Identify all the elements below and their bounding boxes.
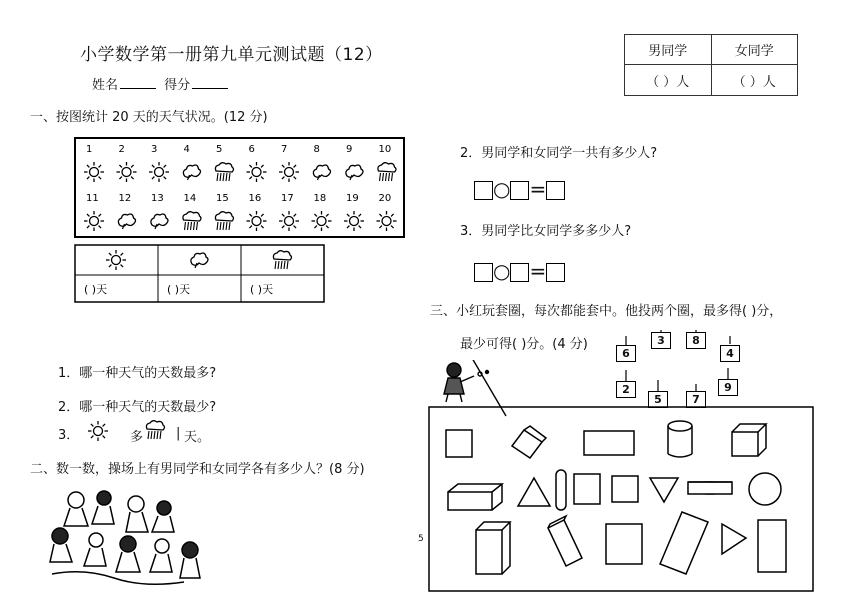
- section3-line1: 三、小红玩套圈，每次都能套中。他投两个圈，最多得( )分，: [430, 304, 783, 319]
- tally-cell-rain[interactable]: ( )天: [250, 283, 274, 296]
- peg-number: 8: [686, 332, 706, 349]
- eq1-op: ○: [493, 177, 511, 201]
- cloud-icon: [151, 214, 168, 229]
- day-number: 8: [313, 144, 320, 155]
- rain-icon: [215, 163, 233, 181]
- day-number: 6: [248, 144, 255, 155]
- sun-icon: [86, 420, 110, 442]
- page-number: 5: [418, 534, 424, 544]
- day-number: 19: [346, 193, 359, 204]
- cloud-icon: [191, 253, 208, 268]
- eq1-box-result[interactable]: [546, 181, 565, 200]
- score-blank[interactable]: [192, 76, 228, 89]
- q3-days-text: 天。: [184, 430, 211, 445]
- question-least-weather: 2．哪一种天气的天数最少?: [58, 400, 217, 415]
- question-most-weather: 1．哪一种天气的天数最多?: [58, 366, 217, 381]
- weather-tally-table: [74, 244, 326, 304]
- day-number: 17: [281, 193, 294, 204]
- section3-line2: 最少可得( )分。(4 分): [460, 337, 588, 352]
- day-number: 20: [378, 193, 392, 204]
- gender-count-table: [624, 34, 798, 96]
- score-label: 得分: [164, 78, 191, 93]
- name-score-row: [92, 74, 232, 93]
- day-number: 13: [151, 193, 164, 204]
- day-number: 9: [346, 144, 353, 155]
- sun-icon: [247, 211, 267, 231]
- day-number: 4: [183, 144, 190, 155]
- day-number: 2: [118, 144, 125, 155]
- equation-total[interactable]: [474, 176, 565, 202]
- name-label: 姓名: [92, 78, 119, 93]
- day-number: 1: [86, 144, 93, 155]
- geometric-shapes-panel: [428, 406, 814, 592]
- girls-count-cell[interactable]: （ ）人: [711, 65, 798, 96]
- sun-icon: [279, 211, 299, 231]
- eq1-equals: =: [529, 177, 547, 201]
- day-number: 16: [248, 193, 262, 204]
- sun-icon: [106, 250, 126, 270]
- girls-header: 女同学: [711, 35, 798, 65]
- day-number: 14: [183, 193, 197, 204]
- day-number: 18: [313, 193, 327, 204]
- sun-icon: [84, 162, 104, 182]
- boys-count-cell[interactable]: （ ）人: [625, 65, 712, 96]
- tally-cell-sun[interactable]: ( )天: [84, 283, 108, 296]
- weather-calendar-grid: [74, 137, 406, 239]
- sun-icon: [117, 162, 137, 182]
- rain-icon: [183, 212, 201, 230]
- eq2-box-b[interactable]: [510, 263, 529, 282]
- q3-number: 3．: [58, 428, 80, 443]
- q3-answer-blank[interactable]: |: [176, 426, 181, 441]
- cloud-icon: [346, 165, 363, 180]
- equation-difference[interactable]: [474, 258, 565, 284]
- rain-icon: [143, 419, 167, 441]
- page-title: 小学数学第一册第九单元测试题（12）: [80, 45, 383, 65]
- sun-icon: [247, 162, 267, 182]
- peg-number: 2: [616, 381, 636, 398]
- day-number: 5: [216, 144, 223, 155]
- question-difference: 3．男同学比女同学多多少人?: [460, 224, 632, 239]
- peg-number: 5: [648, 391, 668, 408]
- peg-number: 7: [686, 391, 706, 408]
- day-number: 12: [118, 193, 132, 204]
- sun-icon: [279, 162, 299, 182]
- day-number: 10: [378, 144, 392, 155]
- section1-heading: 一、按图统计 20 天的天气状况。(12 分): [30, 110, 268, 125]
- eq1-box-a[interactable]: [474, 181, 493, 200]
- rain-icon: [378, 163, 396, 181]
- rain-icon: [273, 251, 291, 269]
- rain-icon: [215, 212, 233, 230]
- q3-more-text: 多: [130, 430, 144, 445]
- cloud-icon: [118, 214, 135, 229]
- eq2-equals: =: [529, 259, 547, 283]
- day-number: 15: [216, 193, 229, 204]
- eq2-box-result[interactable]: [546, 263, 565, 282]
- day-number: 7: [281, 144, 288, 155]
- peg-number: 6: [616, 345, 636, 362]
- sun-icon: [377, 211, 397, 231]
- peg-number: 9: [718, 379, 738, 396]
- boys-header: 男同学: [625, 35, 712, 65]
- question-compare-weather: [58, 424, 258, 446]
- name-blank[interactable]: [120, 76, 156, 89]
- eq2-box-a[interactable]: [474, 263, 493, 282]
- sun-icon: [344, 211, 364, 231]
- sun-icon: [84, 211, 104, 231]
- eq1-box-b[interactable]: [510, 181, 529, 200]
- question-total: 2．男同学和女同学一共有多少人?: [460, 146, 658, 161]
- peg-number: 3: [651, 332, 671, 349]
- cloud-icon: [313, 165, 330, 180]
- sun-icon: [149, 162, 169, 182]
- section2-heading: 二、数一数，操场上有男同学和女同学各有多少人？(8 分): [30, 462, 365, 477]
- playground-children-illustration: [44, 486, 204, 586]
- tally-cell-cloud[interactable]: ( )天: [167, 283, 191, 296]
- peg-number: 4: [720, 345, 740, 362]
- day-number: 3: [151, 144, 158, 155]
- eq2-op: ○: [493, 259, 511, 283]
- sun-icon: [312, 211, 332, 231]
- cloud-icon: [183, 165, 200, 180]
- ring-toss-pegs: [600, 330, 750, 410]
- day-number: 11: [86, 193, 99, 204]
